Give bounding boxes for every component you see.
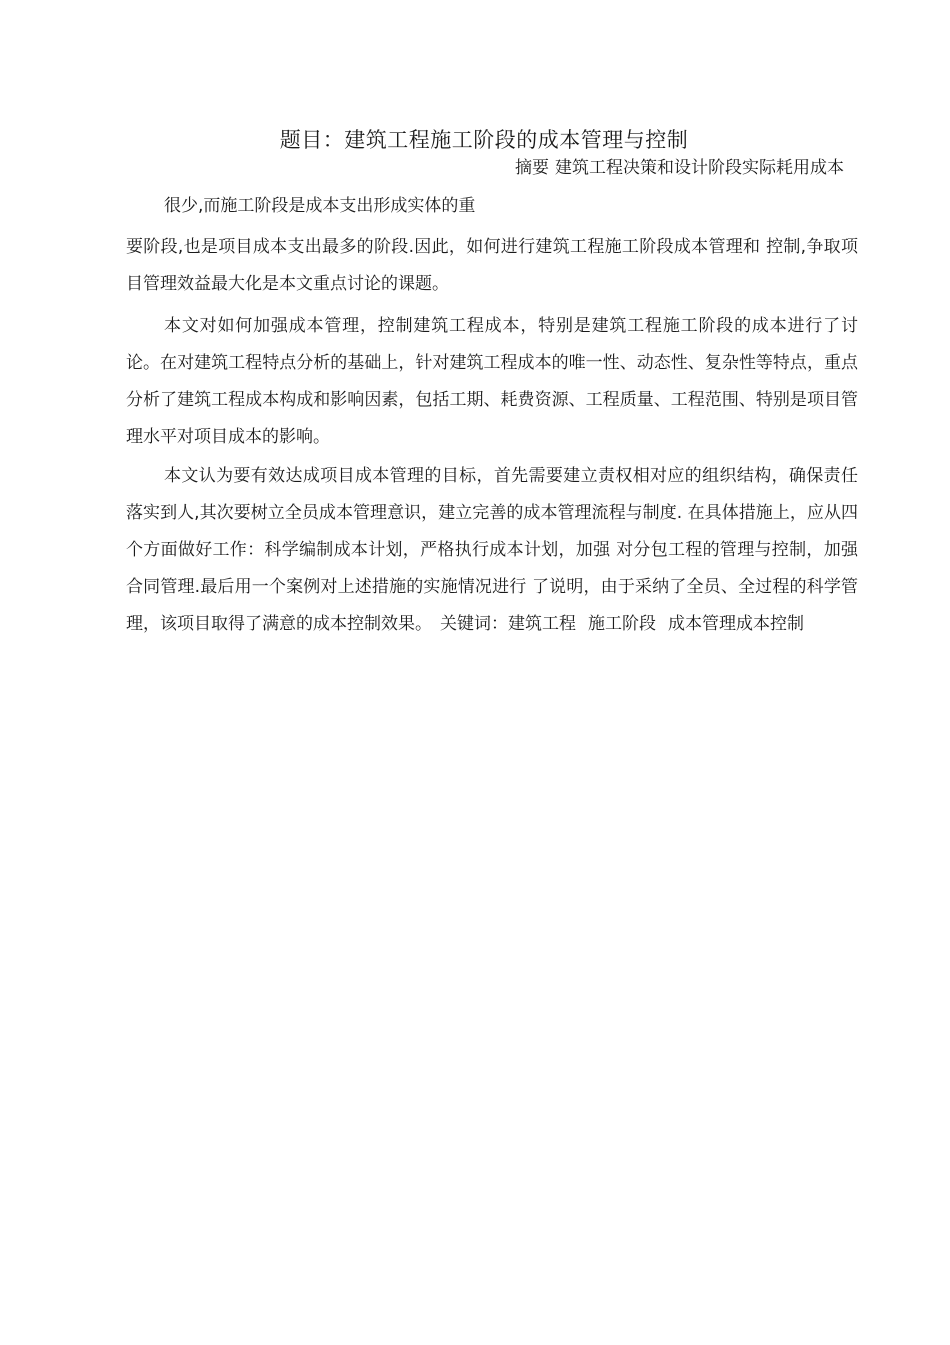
abstract-paragraph-1: 很少,而施工阶段是成本支出形成实体的重 — [164, 196, 476, 216]
keyword-2: 施工阶段 — [588, 614, 656, 634]
abstract-header — [515, 156, 844, 180]
document-title: 题目：建筑工程施工阶段的成本管理与控制 — [279, 128, 689, 152]
abstract-paragraph-4 — [126, 458, 858, 643]
abstract-lead-text: 建筑工程决策和设计阶段实际耗用成本 — [555, 158, 844, 178]
abstract-label: 摘要 — [515, 158, 549, 178]
keyword-3: 成本管理成本控制 — [668, 614, 804, 634]
abstract-paragraph-4-text: 本文认为要有效达成项目成本管理的目标，首先需要建立责权相对应的组织结构，确保责任落实到人,其次要树立全员成本管理意识，建立完善的成本管理流程与制度. 在具体措施上，应从四个方面做好工作：科学编制成本计划，严格执行成本计划，加强 对分包工程的管理与控制，加强合同管理.最后用一个案例对上述措施的实施情况进行 了说明，由于采纳了全员、全过程的科学管理，该项目取得了满意的成本控制效果。 — [126, 466, 858, 634]
abstract-paragraph-3: 本文对如何加强成本管理，控制建筑工程成本，特别是建筑工程施工阶段的成本进行了讨论。在对建筑工程特点分析的基础上，针对建筑工程成本的唯一性、动态性、复杂性等特点，重点分析了建筑工程成本构成和影响因素，包括工期、耗费资源、工程质量、工程范围、特别是项目管理水平对项目成本的影响。 — [126, 316, 858, 447]
keywords-label: 关键词： — [440, 614, 508, 634]
keyword-1: 建筑工程 — [508, 614, 576, 634]
abstract-paragraph-2: 要阶段,也是项目成本支出最多的阶段.因此，如何进行建筑工程施工阶段成本管理和 控制,争取项目管理效益最大化是本文重点讨论的课题。 — [126, 237, 858, 294]
